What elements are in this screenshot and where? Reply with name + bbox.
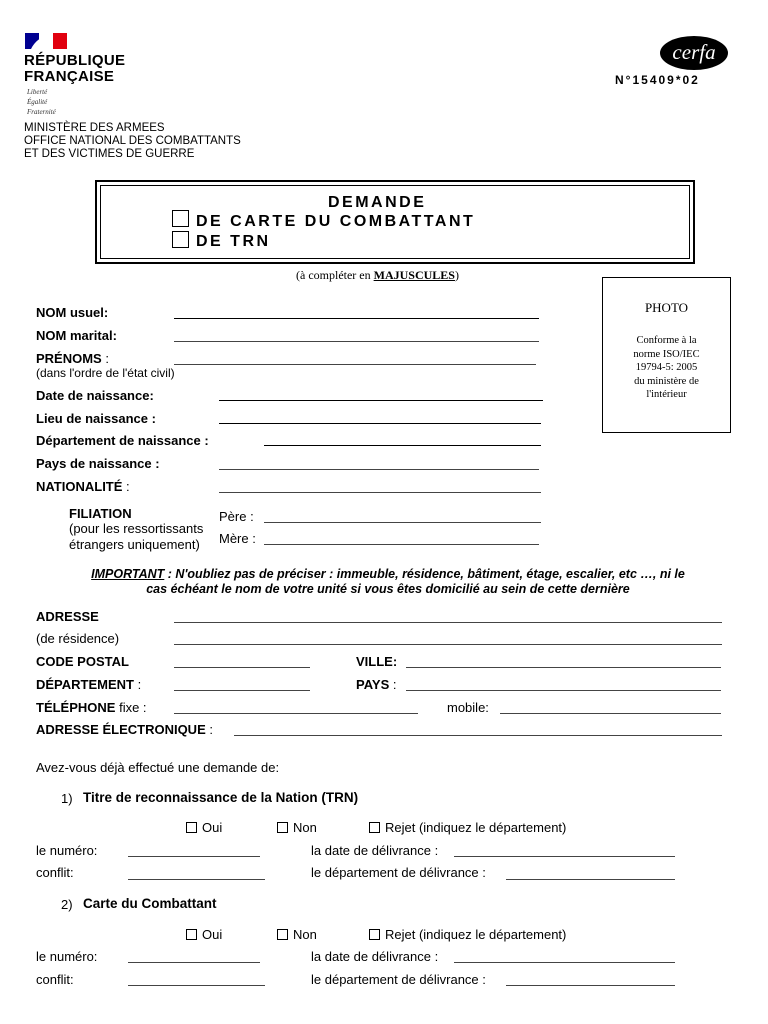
- telephone-fixe-field[interactable]: [174, 713, 418, 714]
- cerfa-logo-text: cerfa: [672, 40, 716, 64]
- email-label: ADRESSE ÉLECTRONIQUE :: [36, 722, 213, 737]
- section1-rejet-option[interactable]: Rejet (indiquez le département): [369, 820, 566, 835]
- title-demande: DEMANDE: [328, 194, 427, 211]
- republique-line2: FRANÇAISE: [24, 68, 115, 85]
- section2-departement-label: le département de délivrance :: [311, 972, 486, 987]
- section1-numero-field[interactable]: [128, 856, 260, 857]
- section1-oui-option[interactable]: Oui: [186, 820, 222, 835]
- code-postal-label: CODE POSTAL: [36, 654, 129, 669]
- ministry-line2: OFFICE NATIONAL DES COMBATTANTS: [24, 135, 241, 147]
- nom-usuel-label: NOM usuel:: [36, 305, 109, 320]
- section1-numero-label: le numéro:: [36, 843, 98, 858]
- lieu-naissance-field[interactable]: [219, 423, 541, 424]
- photo-box: [602, 277, 731, 433]
- section2-title: Carte du Combattant: [83, 896, 217, 911]
- section2-conflit-label: conflit:: [36, 972, 74, 987]
- ville-field[interactable]: [406, 667, 721, 668]
- residence-label: (de résidence): [36, 631, 120, 646]
- pays-naissance-field[interactable]: [219, 469, 539, 470]
- section1-non-checkbox[interactable]: [277, 822, 288, 833]
- prenoms-label: PRÉNOMS :: [36, 351, 109, 366]
- motto-egalite: Égalité: [27, 98, 48, 106]
- adresse-field-1[interactable]: [174, 622, 722, 623]
- date-naissance-field[interactable]: [219, 400, 543, 401]
- pere-field[interactable]: [264, 522, 541, 523]
- nationalite-field[interactable]: [219, 492, 541, 493]
- section2-departement-field[interactable]: [506, 985, 675, 986]
- section1-title: Titre de reconnaissance de la Nation (TRN): [83, 790, 359, 805]
- ministry-line1: MINISTÈRE DES ARMEES: [24, 122, 165, 134]
- section2-num: 2): [61, 897, 73, 912]
- prenoms-field[interactable]: [174, 364, 536, 365]
- section1-date-field[interactable]: [454, 856, 675, 857]
- photo-desc: Conforme à la norme ISO/IEC 19794-5: 2005 du ministère de l'intérieur: [633, 335, 700, 400]
- pere-label: Père :: [219, 509, 254, 524]
- cerfa-number: N°15409*02: [615, 73, 700, 87]
- prenoms-note: (dans l'ordre de l'état civil): [36, 366, 175, 380]
- section2-date-field[interactable]: [454, 962, 675, 963]
- nom-usuel-field[interactable]: [174, 318, 539, 319]
- section1-date-label: la date de délivrance :: [311, 843, 439, 858]
- filiation-note1: (pour les ressortissants: [69, 521, 204, 536]
- section2-conflit-field[interactable]: [128, 985, 265, 986]
- section1-num: 1): [61, 791, 73, 806]
- title-option-carte: DE CARTE DU COMBATTANT: [196, 213, 476, 230]
- flag-icon: [25, 33, 67, 49]
- section1-conflit-label: conflit:: [36, 865, 74, 880]
- trn-checkbox[interactable]: [172, 231, 189, 248]
- departement-field[interactable]: [174, 690, 310, 691]
- code-postal-field[interactable]: [174, 667, 310, 668]
- section2-non-option[interactable]: Non: [277, 927, 317, 942]
- republique-line1: RÉPUBLIQUE: [24, 52, 126, 69]
- telephone-label: TÉLÉPHONE fixe :: [36, 700, 147, 715]
- section1-rejet-checkbox[interactable]: [369, 822, 380, 833]
- date-naissance-label: Date de naissance:: [36, 388, 154, 403]
- ministry-line3: ET DES VICTIMES DE GUERRE: [24, 148, 195, 160]
- mere-field[interactable]: [264, 544, 539, 545]
- section2-rejet-option[interactable]: Rejet (indiquez le département): [369, 927, 566, 942]
- motto-liberte: Liberté: [27, 88, 48, 96]
- section1-conflit-field[interactable]: [128, 879, 265, 880]
- nom-marital-field[interactable]: [174, 341, 539, 342]
- filiation-label: FILIATION: [69, 506, 132, 521]
- cerfa-logo: [660, 36, 728, 70]
- instructions: (à compléter en MAJUSCULES): [296, 268, 459, 282]
- photo-label: PHOTO: [644, 300, 689, 315]
- pays-naissance-label: Pays de naissance :: [36, 456, 160, 471]
- section2-oui-checkbox[interactable]: [186, 929, 197, 940]
- title-option-trn: DE TRN: [196, 233, 271, 250]
- mere-label: Mère :: [219, 531, 256, 546]
- email-field[interactable]: [234, 735, 722, 736]
- section1-oui-checkbox[interactable]: [186, 822, 197, 833]
- adresse-label: ADRESSE: [36, 609, 99, 624]
- marianne-logo: [25, 33, 67, 49]
- section1-departement-label: le département de délivrance :: [311, 865, 486, 880]
- departement-naissance-field[interactable]: [264, 445, 541, 446]
- departement-naissance-label: Département de naissance :: [36, 433, 209, 448]
- section2-rejet-checkbox[interactable]: [369, 929, 380, 940]
- section2-numero-field[interactable]: [128, 962, 260, 963]
- motto-fraternite: Fraternité: [27, 108, 56, 116]
- nationalite-label: NATIONALITÉ :: [36, 479, 130, 494]
- important-notice: IMPORTANT : N'oubliez pas de préciser : immeuble, résidence, bâtiment, étage, escalier, etc …, ni le cas échéant le nom de votre unité si vous êtes domicilié au sein de cette dernière: [91, 567, 685, 596]
- adresse-field-2[interactable]: [174, 644, 722, 645]
- section2-oui-option[interactable]: Oui: [186, 927, 222, 942]
- filiation-note2: étrangers uniquement): [69, 537, 200, 552]
- carte-combattant-checkbox[interactable]: [172, 210, 189, 227]
- previous-question: Avez-vous déjà effectué une demande de:: [36, 760, 280, 775]
- mobile-label: mobile:: [447, 700, 489, 715]
- nom-marital-label: NOM marital:: [36, 328, 117, 343]
- mobile-field[interactable]: [500, 713, 721, 714]
- departement-label: DÉPARTEMENT :: [36, 677, 142, 692]
- section2-numero-label: le numéro:: [36, 949, 98, 964]
- section2-date-label: la date de délivrance :: [311, 949, 439, 964]
- lieu-naissance-label: Lieu de naissance :: [36, 411, 156, 426]
- section2-non-checkbox[interactable]: [277, 929, 288, 940]
- ville-label: VILLE:: [356, 654, 398, 669]
- section1-non-option[interactable]: Non: [277, 820, 317, 835]
- pays-field[interactable]: [406, 690, 721, 691]
- section1-departement-field[interactable]: [506, 879, 675, 880]
- pays-label: PAYS :: [356, 677, 397, 692]
